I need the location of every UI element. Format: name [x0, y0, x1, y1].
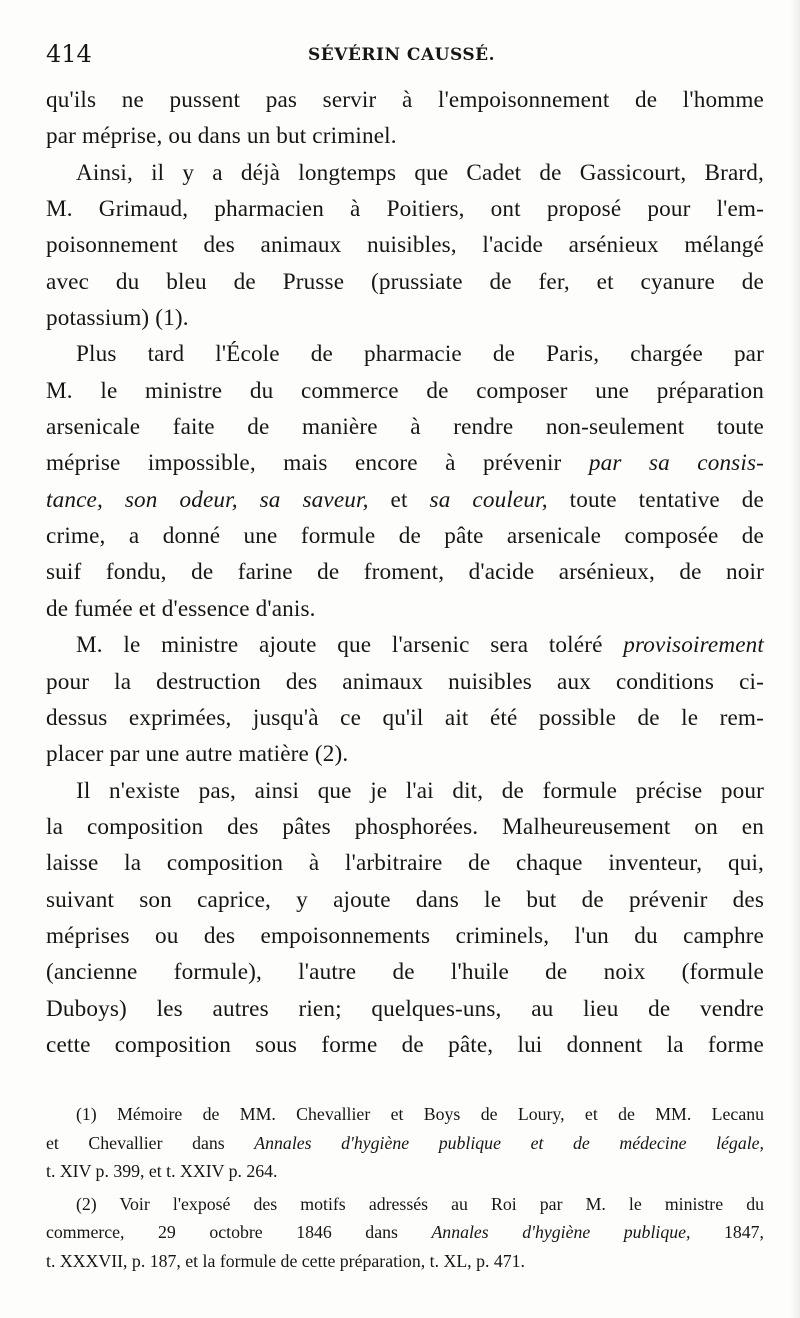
running-head	[46, 40, 770, 72]
italic-run: Annales d'hygiène publique,	[431, 1222, 691, 1242]
text-line: Duboys) les autres rien; quelques-uns, au lieu de vendre	[46, 995, 764, 1022]
text-line: M. Grimaud, pharmacien à Poitiers, ont proposé pour l'em-	[46, 196, 764, 223]
text-line: dessus exprimées, jusqu'à ce qu'il ait été possible de le rem-	[46, 704, 764, 731]
text-line: arsenicale faite de manière à rendre non-seulement toute	[46, 414, 764, 441]
text-line: de fumée et d'essence d'anis.	[46, 595, 316, 622]
text-line: méprises ou des empoisonnements criminels, l'un du camphre	[46, 922, 764, 949]
text-run: méprise impossible, mais encore à prévenir	[46, 450, 589, 477]
text-line: par méprise, ou dans un but criminel.	[46, 123, 397, 150]
italic-run: Annales d'hygiène publique et de médecine légale,	[254, 1132, 764, 1153]
text-line: pour la destruction des animaux nuisibles aux conditions ci-	[46, 668, 764, 695]
text-line: Il n'existe pas, ainsi que je l'ai dit, de formule précise pour	[76, 777, 764, 804]
footnote-line: (1) Mémoire de MM. Chevallier et Boys de Loury, et de MM. Lecanu	[76, 1104, 764, 1124]
running-title: SÉVÉRIN CAUSSÉ.	[308, 45, 496, 65]
text-line: avec du bleu de Prusse (prussiate de fer, et cyanure de	[46, 268, 764, 295]
page-number: 414	[46, 40, 92, 68]
text-line: laisse la composition à l'arbitraire de chaque inventeur, qui,	[46, 850, 764, 877]
italic-run: sa couleur,	[429, 486, 548, 513]
text-line: Plus tard l'École de pharmacie de Paris, chargée par	[76, 341, 764, 368]
text-line: M. le ministre du commerce de composer une préparation	[46, 377, 764, 404]
footnote-line: t. XXXVII, p. 187, et la formule de cette préparation, t. XL, p. 471.	[46, 1250, 525, 1271]
text-run: et	[368, 486, 430, 513]
text-line: cette composition sous forme de pâte, lui donnent la forme	[46, 1031, 764, 1058]
italic-run: par sa consis-	[588, 450, 764, 477]
text-run: commerce, 29 octobre 1846 dans	[46, 1222, 432, 1242]
text-run: et Chevallier dans	[46, 1132, 255, 1153]
page-edge-shadow	[790, 0, 800, 1318]
italic-run: tance, son odeur, sa saveur,	[46, 486, 369, 513]
text-line	[46, 482, 764, 518]
footnote-line	[46, 1218, 764, 1247]
text-run: 1847,	[690, 1222, 764, 1242]
footnote-line	[46, 1129, 764, 1158]
text-line	[46, 445, 764, 481]
footnote-line: (2) Voir l'exposé des motifs adressés au Roi par M. le ministre du	[76, 1193, 764, 1214]
footnote-line: t. XIV p. 399, et t. XXIV p. 264.	[46, 1161, 278, 1181]
text-line: poisonnement des animaux nuisibles, l'acide arsénieux mélangé	[46, 232, 764, 259]
text-line: la composition des pâtes phosphorées. Malheureusement on en	[46, 813, 764, 840]
text-line: Ainsi, il y a déjà longtemps que Cadet de Gassicourt, Brard,	[76, 159, 764, 186]
text-line: potassium) (1).	[46, 305, 189, 332]
footnotes	[46, 1100, 764, 1275]
italic-run: provisoirement	[623, 632, 764, 659]
text-line: crime, a donné une formule de pâte arsenicale composée de	[46, 523, 764, 550]
body-text	[46, 82, 764, 1063]
text-run: M. le ministre ajoute que l'arsenic sera toléré	[76, 632, 624, 659]
text-line: suif fondu, de farine de froment, d'acide arsénieux, de noir	[46, 559, 764, 586]
text-line: placer par une autre matière (2).	[46, 741, 349, 768]
text-run: toute tentative de	[547, 486, 764, 513]
text-line	[46, 627, 764, 663]
text-line: qu'ils ne pussent pas servir à l'empoisonnement de l'homme	[46, 87, 764, 113]
text-line: suivant son caprice, y ajoute dans le but de prévenir des	[46, 886, 764, 913]
text-line: (ancienne formule), l'autre de l'huile de noix (formule	[46, 959, 764, 986]
